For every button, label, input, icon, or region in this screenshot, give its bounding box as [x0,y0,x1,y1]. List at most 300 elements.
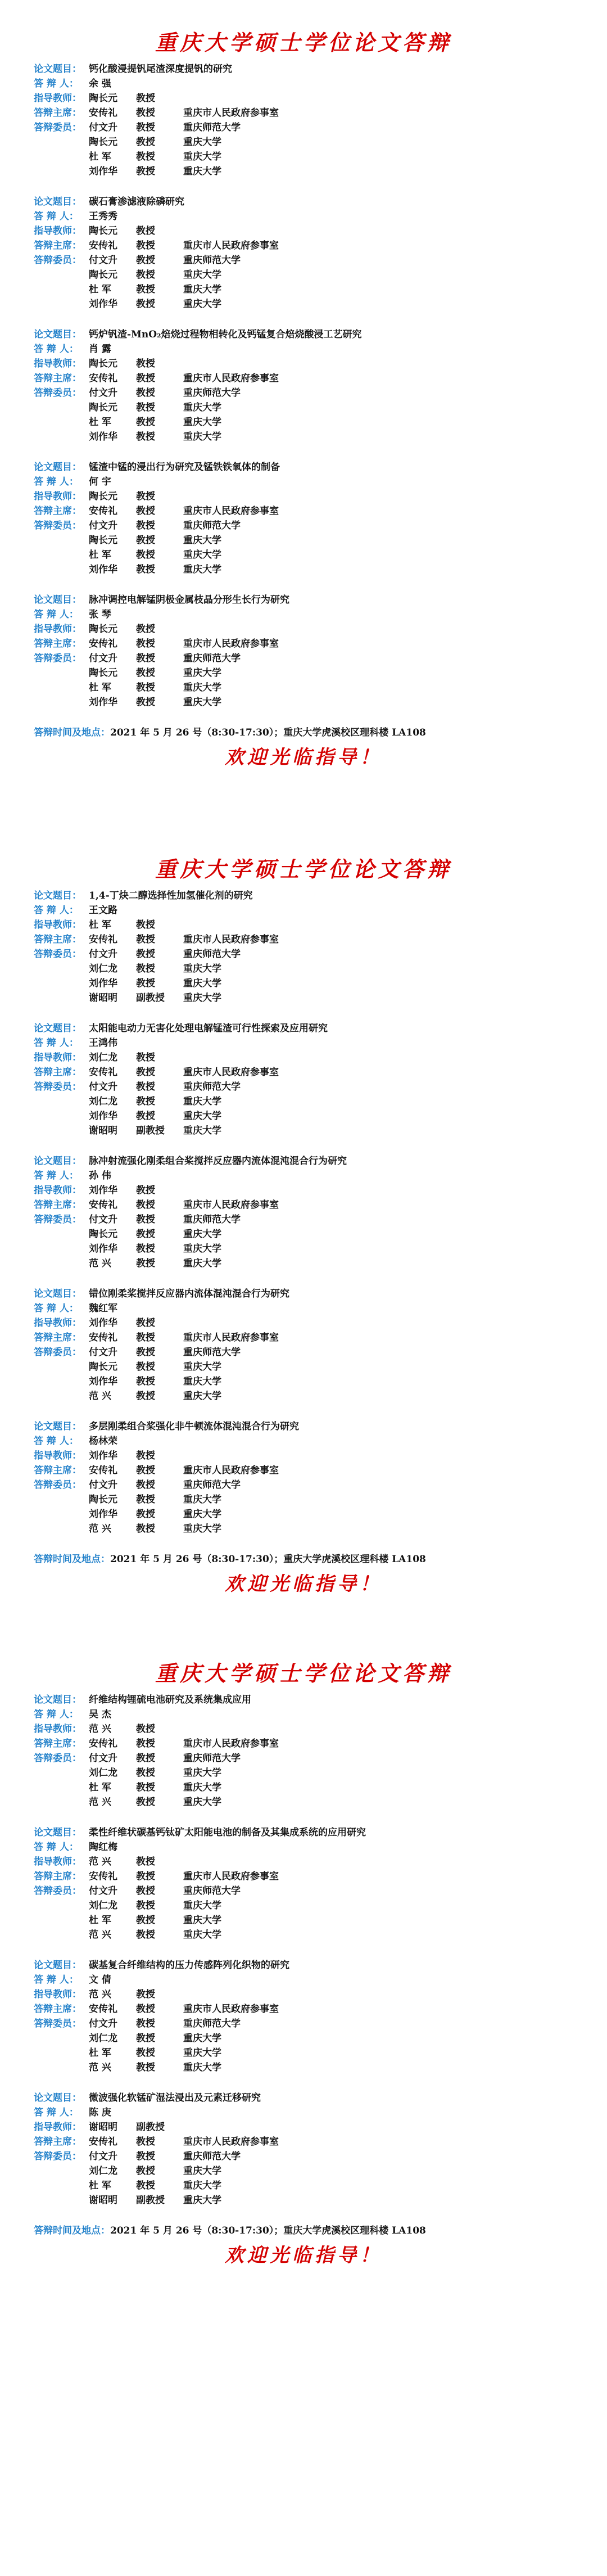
committee-member [89,1522,241,1536]
student-row [34,76,573,91]
defense-entry [34,62,573,179]
member-affiliation: 重庆大学 [183,1782,221,1793]
committee-member [89,1080,241,1094]
member-rank: 副教授 [136,1125,165,1136]
member-affiliation: 重庆大学 [183,2180,221,2191]
defense-entry [34,593,573,710]
defense-entry [34,1825,573,1942]
members-row [34,947,573,1005]
thesis-topic: 碳石膏渗滤液除磷研究 [89,196,184,207]
member-name: 付文升 [89,1479,117,1491]
member-affiliation: 重庆大学 [183,549,221,561]
committee-member [89,386,241,400]
member-name: 杜 军 [89,284,111,295]
student-row [34,342,573,357]
member-affiliation: 重庆大学 [183,284,221,295]
chair-affiliation: 重庆市人民政府参事室 [183,1871,279,1882]
committee-member [89,548,241,562]
welcome-text: 欢迎光临指导！ [225,1573,382,1595]
chair-affiliation: 重庆市人民政府参事室 [183,934,279,945]
advisor-row [34,1050,573,1065]
advisor-label: 指导教师： [34,919,81,931]
member-rank: 教授 [136,137,155,148]
chair-name: 安传礼 [89,240,117,251]
chair-label: 答辩主席： [34,1199,81,1211]
advisor [89,357,183,371]
advisor-name: 刘仁龙 [89,1052,117,1063]
chair-name: 安传礼 [89,107,117,119]
committee-list [89,120,241,179]
member-affiliation: 重庆大学 [183,269,221,281]
member-affiliation: 重庆大学 [183,431,221,443]
member-name: 谢昭明 [89,1125,117,1136]
defense-entry [34,1693,573,1810]
committee-member [89,562,241,577]
member-affiliation: 重庆大学 [183,682,221,693]
advisor-label: 指导教师： [34,1856,81,1867]
members-label: 答辩委员： [34,387,81,399]
member-rank: 教授 [136,1479,155,1491]
chair-affiliation: 重庆市人民政府参事室 [183,2004,279,2015]
member-rank: 教授 [136,284,155,295]
committee-list [89,518,241,577]
committee-member [89,1795,241,1810]
advisor-name: 陶长元 [89,624,117,635]
member-name: 刘作华 [89,166,117,177]
member-rank: 教授 [136,1376,155,1387]
members-label: 答辩委员： [34,949,81,960]
chair-affiliation: 重庆市人民政府参事室 [183,1199,279,1211]
advisor-name: 范 兴 [89,1856,111,1867]
member-name: 付文升 [89,1885,117,1897]
member-affiliation: 重庆大学 [183,564,221,575]
topic-label: 论文题目： [34,1288,81,1300]
chair-row [34,504,573,518]
chair-rank: 教授 [136,1465,155,1476]
member-name: 范 兴 [89,1391,111,1402]
member-rank: 教授 [136,963,155,975]
advisor-name: 刘作华 [89,1318,117,1329]
chair-label: 答辩主席： [34,1738,81,1749]
thesis-topic: 多层刚柔组合桨强化非牛顿流体混沌混合行为研究 [89,1421,299,1432]
chair-label: 答辩主席： [34,638,81,649]
student-name: 吴 杰 [89,1709,111,1720]
members-label: 答辩委员： [34,1214,81,1225]
member-name: 范 兴 [89,1258,111,1269]
member-name: 付文升 [89,2018,117,2029]
committee-member [89,415,241,430]
member-rank: 教授 [136,520,155,531]
member-rank: 教授 [136,2180,155,2191]
defense-entry [34,888,573,1005]
member-rank: 教授 [136,1523,155,1535]
student-label: 答 辩 人： [34,1436,79,1447]
committee-member [89,991,241,1005]
member-rank: 教授 [136,1258,155,1269]
member-affiliation: 重庆大学 [183,1494,221,1505]
committee-member [89,680,241,695]
chair-affiliation: 重庆市人民政府参事室 [183,1465,279,1476]
member-affiliation: 重庆大学 [183,535,221,546]
member-name: 范 兴 [89,1797,111,1808]
member-affiliation: 重庆师范大学 [183,387,241,399]
student-name: 杨林荣 [89,1436,117,1447]
advisor-label: 指导教师： [34,225,81,237]
advisor-name: 陶长元 [89,225,117,237]
member-rank: 教授 [136,299,155,310]
chair-rank: 教授 [136,934,155,945]
committee-member [89,2164,241,2178]
chair-row [34,2135,573,2149]
member-rank: 教授 [136,682,155,693]
topic-label: 论文题目： [34,1827,81,1838]
advisor-rank: 教授 [136,358,155,369]
chair-rank: 教授 [136,1332,155,1343]
members-row [34,1080,573,1138]
member-name: 付文升 [89,1753,117,1764]
member-rank: 教授 [136,1111,155,1122]
chair-affiliation: 重庆市人民政府参事室 [183,107,279,119]
member-rank: 教授 [136,697,155,708]
chair-row [34,2002,573,2016]
student-name: 肖 露 [89,344,111,355]
members-row [34,651,573,710]
chair-row [34,106,573,120]
student-label: 答 辩 人： [34,1842,79,1853]
committee-list [89,253,241,312]
committee-member [89,518,241,533]
member-affiliation: 重庆大学 [183,166,221,177]
member-affiliation: 重庆大学 [183,2047,221,2059]
time-value: 2021 年 5 月 26 号（8:30-17:30）；重庆大学虎溪校区理科楼 LA108 [110,1554,426,1565]
chair-affiliation: 重庆市人民政府参事室 [183,373,279,384]
member-affiliation: 重庆大学 [183,1523,221,1535]
member-name: 陶长元 [89,402,117,413]
committee-member [89,1478,241,1492]
student-label: 答 辩 人： [34,78,79,89]
member-affiliation: 重庆师范大学 [183,1347,241,1358]
advisor-name: 范 兴 [89,1724,111,1735]
time-location [34,1552,573,1567]
member-rank: 教授 [136,1096,155,1107]
time-location [34,725,573,740]
time-location [34,2223,573,2238]
committee-list [89,1884,241,1942]
chair-row [34,1065,573,1080]
member-affiliation: 重庆大学 [183,978,221,989]
topic-row [34,1958,573,1973]
member-name: 陶长元 [89,269,117,281]
member-rank: 教授 [136,166,155,177]
members-label: 答辩委员： [34,1753,81,1764]
member-rank: 教授 [136,255,155,266]
topic-label: 论文题目： [34,2092,81,2104]
thesis-topic: 钙炉钒渣-MnO₂焙烧过程物相转化及钙锰复合焙烧酸浸工艺研究 [89,329,362,340]
chair-affiliation: 重庆市人民政府参事室 [183,506,279,517]
member-name: 陶长元 [89,1361,117,1373]
student-label: 答 辩 人： [34,344,79,355]
chair-affiliation: 重庆市人民政府参事室 [183,1738,279,1749]
member-name: 谢昭明 [89,992,117,1004]
thesis-topic: 钙化酸浸提钒尾渣深度提钒的研究 [89,64,232,75]
advisor-rank: 教授 [136,624,155,635]
advisor-label: 指导教师： [34,1724,81,1735]
chair-row [34,1330,573,1345]
committee-member [89,1109,241,1124]
member-affiliation: 重庆师范大学 [183,2151,241,2162]
chair-name: 安传礼 [89,373,117,384]
member-rank: 教授 [136,1214,155,1225]
chair [89,1736,279,1751]
chair-label: 答辩主席： [34,240,81,251]
member-rank: 教授 [136,1782,155,1793]
member-affiliation: 重庆师范大学 [183,122,241,133]
committee-member [89,150,241,164]
committee-member [89,2149,241,2164]
member-affiliation: 重庆大学 [183,1900,221,1911]
thesis-topic: 碳基复合纤维结构的压力传感阵列化织物的研究 [89,1960,289,1971]
advisor [89,622,183,637]
advisor-label: 指导教师： [34,1185,81,1196]
topic-row [34,1693,573,1707]
advisor [89,1050,183,1065]
chair [89,504,279,518]
committee-list [89,2016,241,2075]
student-label: 答 辩 人： [34,476,79,488]
student-name: 张 琴 [89,609,111,620]
advisor-name: 刘作华 [89,1185,117,1196]
member-name: 付文升 [89,387,117,399]
topic-label: 论文题目： [34,1023,81,1034]
student-label: 答 辩 人： [34,1037,79,1049]
member-name: 付文升 [89,122,117,133]
members-row [34,1345,573,1404]
student-label: 答 辩 人： [34,211,79,222]
advisor-rank: 教授 [136,1052,155,1063]
member-affiliation: 重庆大学 [183,151,221,163]
member-affiliation: 重庆师范大学 [183,1479,241,1491]
members-label: 答辩委员： [34,520,81,531]
committee-member [89,1242,241,1256]
chair-label: 答辩主席： [34,1067,81,1078]
member-affiliation: 重庆大学 [183,963,221,975]
topic-label: 论文题目： [34,594,81,606]
chair-label: 答辩主席： [34,1332,81,1343]
committee-list [89,1080,241,1138]
time-value: 2021 年 5 月 26 号（8:30-17:30）；重庆大学虎溪校区理科楼 LA108 [110,727,426,738]
advisor-label: 指导教师： [34,93,81,104]
member-rank: 教授 [136,151,155,163]
chair-row [34,1869,573,1884]
advisor-label: 指导教师： [34,491,81,502]
member-rank: 教授 [136,667,155,679]
member-name: 刘作华 [89,697,117,708]
member-rank: 教授 [136,2062,155,2073]
chair-rank: 教授 [136,373,155,384]
member-affiliation: 重庆大学 [183,299,221,310]
member-name: 刘作华 [89,431,117,443]
topic-row [34,1419,573,1434]
advisor-name: 陶长元 [89,93,117,104]
chair-rank: 教授 [136,638,155,649]
member-affiliation: 重庆大学 [183,1361,221,1373]
member-name: 付文升 [89,1081,117,1093]
member-name: 付文升 [89,2151,117,2162]
member-name: 陶长元 [89,1229,117,1240]
thesis-topic: 1,4-丁炔二醇选择性加氢催化剂的研究 [89,890,253,901]
student-row [34,1434,573,1449]
committee-member [89,297,241,312]
committee-member [89,2046,241,2060]
chair-rank: 教授 [136,1738,155,1749]
advisor [89,1722,183,1736]
committee-member [89,1913,241,1928]
member-name: 付文升 [89,653,117,664]
thesis-topic: 柔性纤维状碳基钙钛矿太阳能电池的制备及其集成系统的应用研究 [89,1827,366,1838]
chair-label: 答辩主席： [34,2136,81,2148]
committee-member [89,1507,241,1522]
chair [89,1065,279,1080]
topic-label: 论文题目： [34,1421,81,1432]
committee-member [89,1360,241,1374]
chair-label: 答辩主席： [34,1465,81,1476]
chair [89,1330,279,1345]
welcome-text: 欢迎光临指导！ [225,2244,382,2267]
defense-entry [34,2091,573,2208]
members-row [34,253,573,312]
member-name: 刘作华 [89,299,117,310]
advisor [89,1183,183,1198]
member-name: 杜 军 [89,151,111,163]
advisor-label: 指导教师： [34,358,81,369]
member-affiliation: 重庆大学 [183,2195,221,2206]
chair-rank: 教授 [136,1067,155,1078]
chair-name: 安传礼 [89,1738,117,1749]
member-affiliation: 重庆师范大学 [183,949,241,960]
defense-entry [34,1154,573,1271]
chair [89,2135,279,2149]
member-affiliation: 重庆大学 [183,1111,221,1122]
advisor-rank: 教授 [136,491,155,502]
advisor-row [34,918,573,932]
chair [89,1869,279,1884]
committee-member [89,2178,241,2193]
member-affiliation: 重庆师范大学 [183,1753,241,1764]
member-rank: 教授 [136,1767,155,1779]
member-affiliation: 重庆大学 [183,1915,221,1926]
chair-row [34,932,573,947]
advisor-row [34,1855,573,1869]
chair-name: 安传礼 [89,506,117,517]
members-row [34,2016,573,2075]
topic-row [34,62,573,76]
member-rank: 教授 [136,1229,155,1240]
member-name: 刘仁龙 [89,2033,117,2044]
member-name: 刘作华 [89,978,117,989]
committee-list [89,386,241,444]
member-affiliation: 重庆大学 [183,697,221,708]
advisor [89,91,183,106]
advisor-row [34,1316,573,1330]
student-label: 答 辩 人： [34,609,79,620]
member-affiliation: 重庆师范大学 [183,2018,241,2029]
student-row [34,2105,573,2120]
chair-rank: 教授 [136,1871,155,1882]
chair-rank: 教授 [136,240,155,251]
members-row [34,1212,573,1271]
student-name: 王鸿伟 [89,1037,117,1049]
members-row [34,2149,573,2208]
topic-label: 论文题目： [34,196,81,207]
member-affiliation: 重庆大学 [183,1509,221,1520]
committee-member [89,430,241,444]
member-rank: 教授 [136,2047,155,2059]
advisor-rank: 教授 [136,225,155,237]
time-value: 2021 年 5 月 26 号（8:30-17:30）；重庆大学虎溪校区理科楼 LA108 [110,2225,426,2236]
student-name: 文 倩 [89,1974,111,1986]
committee-member [89,1928,241,1942]
chair-name: 安传礼 [89,1465,117,1476]
committee-member [89,1780,241,1795]
thesis-topic: 脉冲调控电解锰阴极金属枝晶分形生长行为研究 [89,594,289,606]
student-label: 答 辩 人： [34,1170,79,1181]
member-name: 杜 军 [89,417,111,428]
student-row [34,903,573,918]
member-rank: 教授 [136,978,155,989]
committee-member [89,120,241,135]
member-rank: 教授 [136,1347,155,1358]
advisor-rank: 教授 [136,1724,155,1735]
chair-affiliation: 重庆市人民政府参事室 [183,1332,279,1343]
advisor [89,2120,183,2135]
advisor-row [34,622,573,637]
committee-member [89,2193,241,2208]
topic-row [34,1021,573,1036]
chair-name: 安传礼 [89,1332,117,1343]
member-name: 付文升 [89,949,117,960]
defense-entry [34,1958,573,2075]
member-name: 付文升 [89,520,117,531]
chair [89,637,279,651]
member-name: 杜 军 [89,682,111,693]
student-label: 答 辩 人： [34,1303,79,1314]
student-row [34,607,573,622]
members-label: 答辩委员： [34,1081,81,1093]
defense-entry [34,1021,573,1138]
thesis-topic: 锰渣中锰的浸出行为研究及锰铁铁氧体的制备 [89,462,280,473]
member-rank: 教授 [136,387,155,399]
advisor-row [34,224,573,238]
committee-member [89,1751,241,1766]
chair [89,1198,279,1212]
topic-row [34,1154,573,1169]
member-name: 刘作华 [89,1243,117,1255]
committee-member [89,1227,241,1242]
member-name: 刘仁龙 [89,1767,117,1779]
chair [89,106,279,120]
committee-member [89,1374,241,1389]
member-rank: 教授 [136,535,155,546]
member-rank: 教授 [136,1915,155,1926]
member-affiliation: 重庆大学 [183,1767,221,1779]
member-rank: 教授 [136,1753,155,1764]
student-label: 答 辩 人： [34,905,79,916]
advisor-row [34,357,573,371]
member-name: 刘仁龙 [89,963,117,975]
advisor-row [34,1183,573,1198]
advisor-label: 指导教师： [34,624,81,635]
committee-member [89,1094,241,1109]
